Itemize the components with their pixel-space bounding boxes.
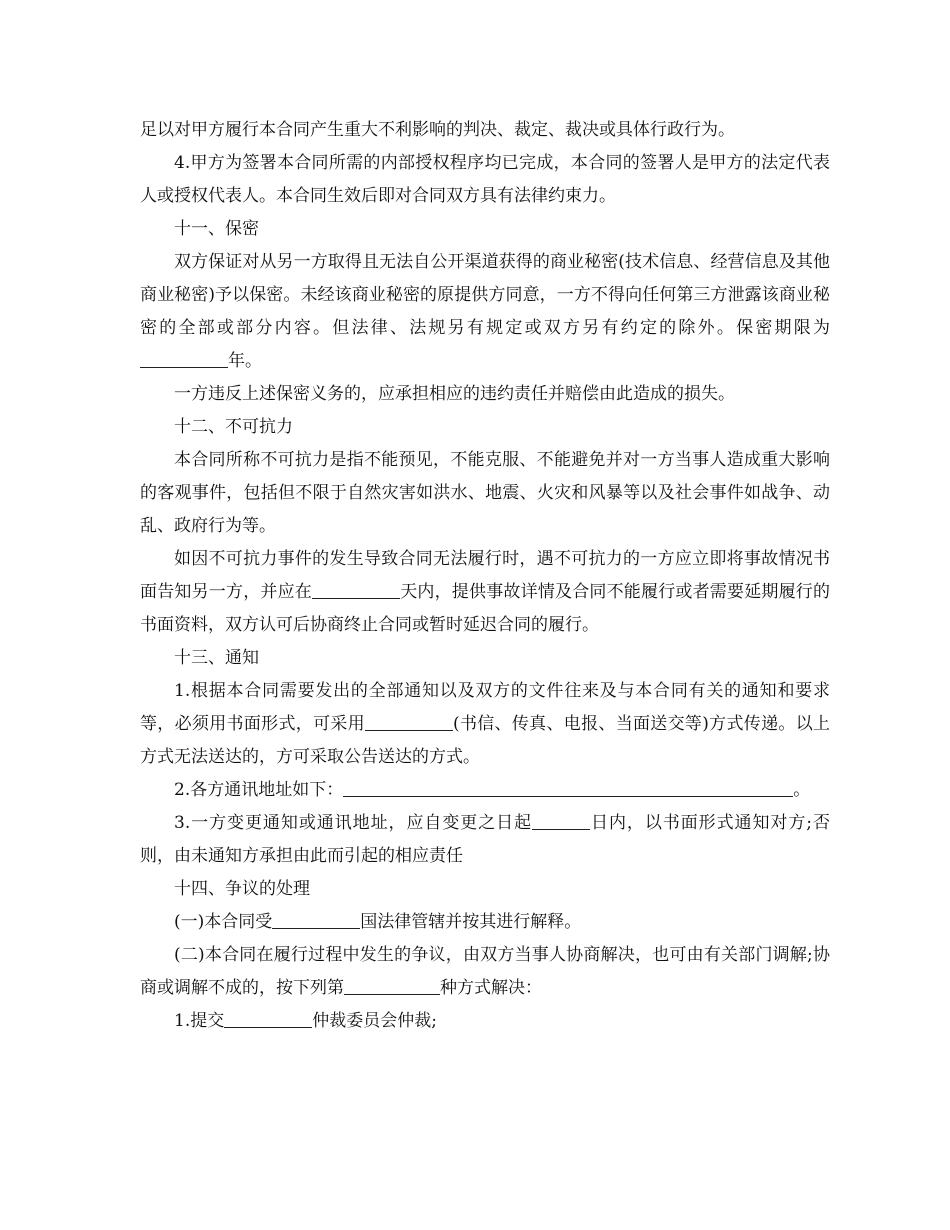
contract-page <box>140 114 830 1038</box>
paragraph-dispute-3: 1.提交 仲裁委员会仲裁; <box>174 1011 437 1031</box>
blank-addresses <box>343 778 793 797</box>
paragraph-force-majeure-definition: 本合同所称不可抗力是指不能预见，不能克服、不能避免并对一方当事人造成重大影响的客观事件，包括但不限于自然灾害如洪水、地震、火灾和风暴等以及社会事件如战争、动乱、政府行为等。 <box>140 450 830 536</box>
blank-arbitration-commission <box>224 1009 312 1028</box>
paragraph-notice-3: 3.一方变更通知或通讯地址，应自变更之日起 日内，以书面形式通知对方;否则，由未通知方承担由此而引起的相应责任 <box>140 813 830 866</box>
blank-notice-days <box>312 580 400 599</box>
paragraph-force-majeure-notice: 如因不可抗力事件的发生导致合同无法履行时，遇不可抗力的一方应立即将事故情况书面告知另一方，并应在 天内，提供事故详情及合同不能履行或者需要延期履行的书面资料，双方认可后协商终止合同或暂时延迟合同的履行。 <box>140 549 830 635</box>
blank-change-days <box>532 811 590 830</box>
paragraph-continuation: 足以对甲方履行本合同产生重大不利影响的判决、裁定、裁决或具体行政行为。 <box>140 120 735 140</box>
paragraph-notice-2: 2.各方通讯地址如下： 。 <box>174 780 811 800</box>
paragraph-notice-1: 1.根据本合同需要发出的全部通知以及双方的文件往来及与本合同有关的通知和要求等，必须用书面形式，可采用 (书信、传真、电报、当面送交等)方式传递。以上方式无法送达的，方可采取公告送达的方式。 <box>140 681 831 767</box>
paragraph-authorization: 4.甲方为签署本合同所需的内部授权程序均已完成，本合同的签署人是甲方的法定代表人或授权代表人。本合同生效后即对合同双方具有法律约束力。 <box>140 153 830 206</box>
blank-governing-law <box>272 910 360 929</box>
section-heading-confidentiality: 十一、保密 <box>174 219 259 239</box>
paragraph-confidentiality-breach: 一方违反上述保密义务的，应承担相应的违约责任并赔偿由此造成的损失。 <box>174 384 735 404</box>
blank-confidentiality-period <box>140 349 228 368</box>
blank-notice-method <box>365 712 453 731</box>
paragraph-dispute-1: (一)本合同受 国法律管辖并按其进行解释。 <box>174 912 582 932</box>
blank-resolution-option <box>344 976 440 995</box>
paragraph-dispute-2: (二)本合同在履行过程中发生的争议，由双方当事人协商解决，也可由有关部门调解;协商或调解不成的，按下列第 种方式解决： <box>140 945 830 998</box>
section-heading-notice: 十三、通知 <box>174 648 259 668</box>
section-heading-dispute: 十四、争议的处理 <box>174 879 310 899</box>
section-heading-force-majeure: 十二、不可抗力 <box>174 417 293 437</box>
paragraph-confidentiality: 双方保证对从另一方取得且无法自公开渠道获得的商业秘密(技术信息、经营信息及其他商业秘密)予以保密。未经该商业秘密的原提供方同意，一方不得向任何第三方泄露该商业秘密的全部或部分内容。但法律、法规另有规定或双方另有约定的除外。保密期限为年。 <box>140 252 830 371</box>
